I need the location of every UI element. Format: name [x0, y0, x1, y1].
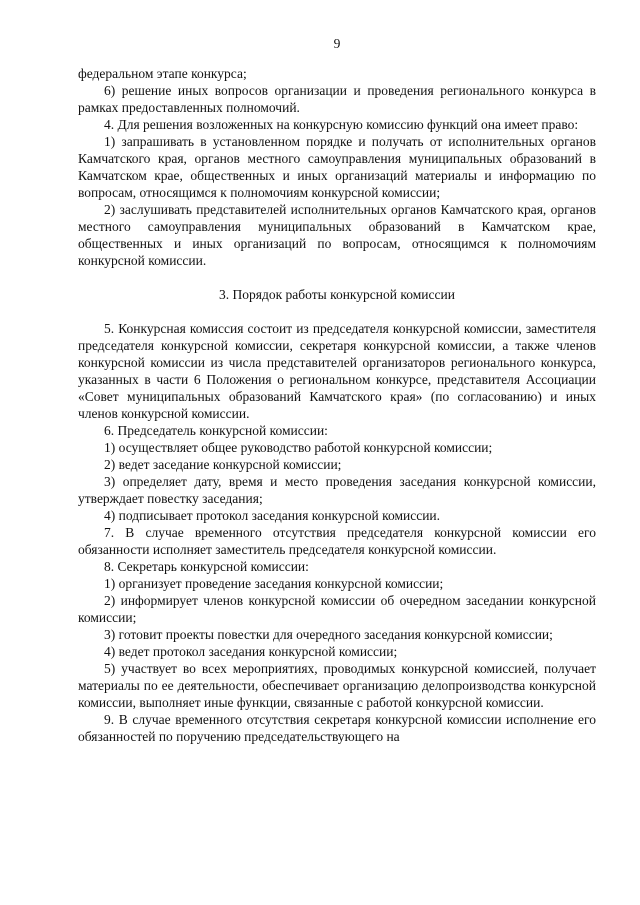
document-page — [78, 0, 596, 905]
paragraphs-before-heading — [78, 65, 596, 269]
paragraph: 6. Председатель конкурсной комиссии: — [104, 423, 328, 438]
paragraph: 2) заслушивать представителей исполнительных органов Камчатского края, органов местного самоуправления муниципальных образований в Камчатском крае, общественных и иных организаций по вопросам, относящимся к полномочиям конкурсной комиссии. — [78, 202, 596, 268]
paragraph: 8. Секретарь конкурсной комиссии: — [104, 559, 309, 574]
paragraph: 9. В случае временного отсутствия секретаря конкурсной комиссии исполнение его обязанностей по поручению председательствующего на — [78, 712, 596, 744]
paragraph: 4) ведет протокол заседания конкурсной комиссии; — [104, 644, 398, 659]
paragraph: 1) осуществляет общее руководство работой конкурсной комиссии; — [104, 440, 493, 455]
paragraphs-after-heading — [78, 320, 596, 745]
paragraph: 5. Конкурсная комиссия состоит из председателя конкурсной комиссии, заместителя председателя конкурсной комиссии, секретаря конкурсной комиссии, а также членов конкурсной комиссии из числа представителей организаторов регионального конкурса, указанных в части 6 Положения о региональном конкурсе, представителя Ассоциации «Совет муниципальных образований Камчатского края» (по согласованию) и иных членов конкурсной комиссии. — [78, 321, 596, 421]
paragraph: 2) информирует членов конкурсной комиссии об очередном заседании конкурсной комиссии; — [78, 593, 596, 625]
paragraph: 4. Для решения возложенных на конкурсную комиссию функций она имеет право: — [104, 117, 579, 132]
paragraph: 5) участвует во всех мероприятиях, проводимых конкурсной комиссией, получает материалы по ее деятельности, обеспечивает организацию делопроизводства конкурсной комиссии, выполняет иные функции, связанные с работой конкурсной комиссии. — [78, 661, 596, 710]
page-number: 9 — [333, 36, 341, 51]
paragraph: 1) организует проведение заседания конкурсной комиссии; — [104, 576, 444, 591]
paragraph: 1) запрашивать в установленном порядке и получать от исполнительных органов Камчатского края, органов местного самоуправления муниципальных образований в Камчатском крае, общественных и иных организаций материалы и информацию по вопросам, относящимся к полномочиям конкурсной комиссии; — [78, 134, 596, 200]
paragraph: 3) определяет дату, время и место проведения заседания конкурсной комиссии, утверждает повестку заседания; — [78, 474, 596, 506]
paragraph: 2) ведет заседание конкурсной комиссии; — [104, 457, 342, 472]
section-heading: 3. Порядок работы конкурсной комиссии — [219, 287, 455, 302]
paragraph: федеральном этапе конкурса; — [78, 66, 247, 81]
paragraph: 7. В случае временного отсутствия председателя конкурсной комиссии его обязанности исполняет заместитель председателя конкурсной комиссии. — [78, 525, 596, 557]
paragraph: 6) решение иных вопросов организации и проведения регионального конкурса в рамках предоставленных полномочий. — [78, 83, 596, 115]
paragraph: 4) подписывает протокол заседания конкурсной комиссии. — [104, 508, 441, 523]
paragraph: 3) готовит проекты повестки для очередного заседания конкурсной комиссии; — [104, 627, 553, 642]
document-body — [78, 65, 596, 745]
